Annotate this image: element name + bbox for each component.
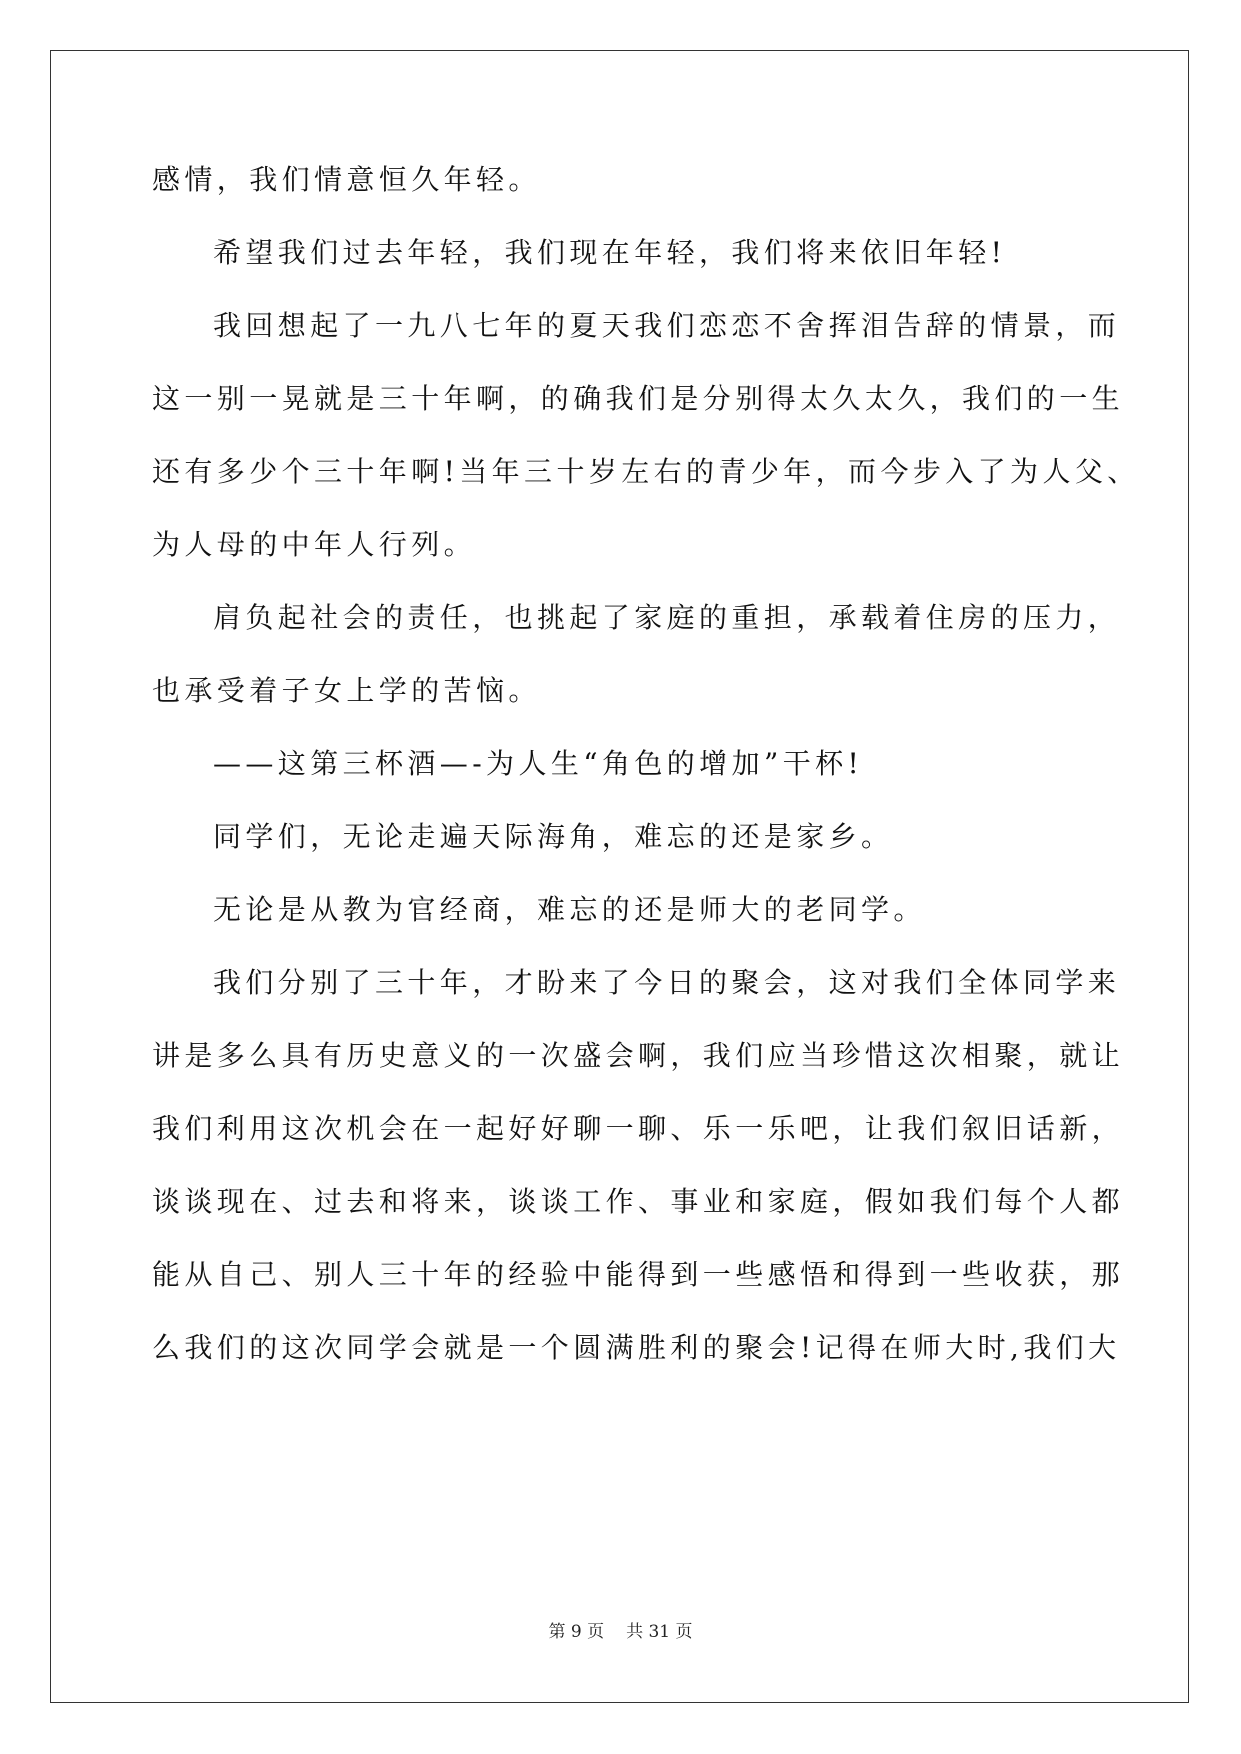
page-total: 共 31 页 (626, 1622, 693, 1642)
page-border (50, 50, 1189, 1703)
text-line: 我们利用这次机会在一起好好聊一聊、乐一乐吧，让我们叙旧话新， (152, 1112, 1125, 1145)
text-line: 感情，我们情意恒久年轻。 (152, 163, 541, 196)
text-line: 也承受着子女上学的苦恼。 (152, 674, 541, 707)
text-line: 还有多少个三十年啊!当年三十岁左右的青少年，而今步入了为人父、 (152, 455, 1140, 488)
text-line: 无论是从教为官经商，难忘的还是师大的老同学。 (213, 893, 926, 926)
page-number: 第 9 页 (548, 1622, 605, 1642)
text-line: 同学们，无论走遍天际海角，难忘的还是家乡。 (213, 820, 894, 853)
text-line: ——这第三杯酒—-为人生“角色的增加”干杯! (213, 747, 864, 780)
text-line: 我们分别了三十年，才盼来了今日的聚会，这对我们全体同学来 (213, 966, 1121, 999)
text-line: 么我们的这次同学会就是一个圆满胜利的聚会!记得在师大时,我们大 (152, 1331, 1121, 1364)
text-line: 讲是多么具有历史意义的一次盛会啊，我们应当珍惜这次相聚，就让 (152, 1039, 1125, 1072)
page-footer (0, 1620, 1241, 1644)
text-line: 谈谈现在、过去和将来，谈谈工作、事业和家庭，假如我们每个人都 (152, 1185, 1125, 1218)
text-line: 肩负起社会的责任，也挑起了家庭的重担，承载着住房的压力， (213, 601, 1121, 634)
text-line: 能从自己、别人三十年的经验中能得到一些感悟和得到一些收获，那 (152, 1258, 1125, 1291)
text-line: 这一别一晃就是三十年啊，的确我们是分别得太久太久，我们的一生 (152, 382, 1125, 415)
text-line: 我回想起了一九八七年的夏天我们恋恋不舍挥泪告辞的情景，而 (213, 309, 1121, 342)
text-line: 希望我们过去年轻，我们现在年轻，我们将来依旧年轻! (213, 236, 1007, 269)
text-line: 为人母的中年人行列。 (152, 528, 477, 561)
